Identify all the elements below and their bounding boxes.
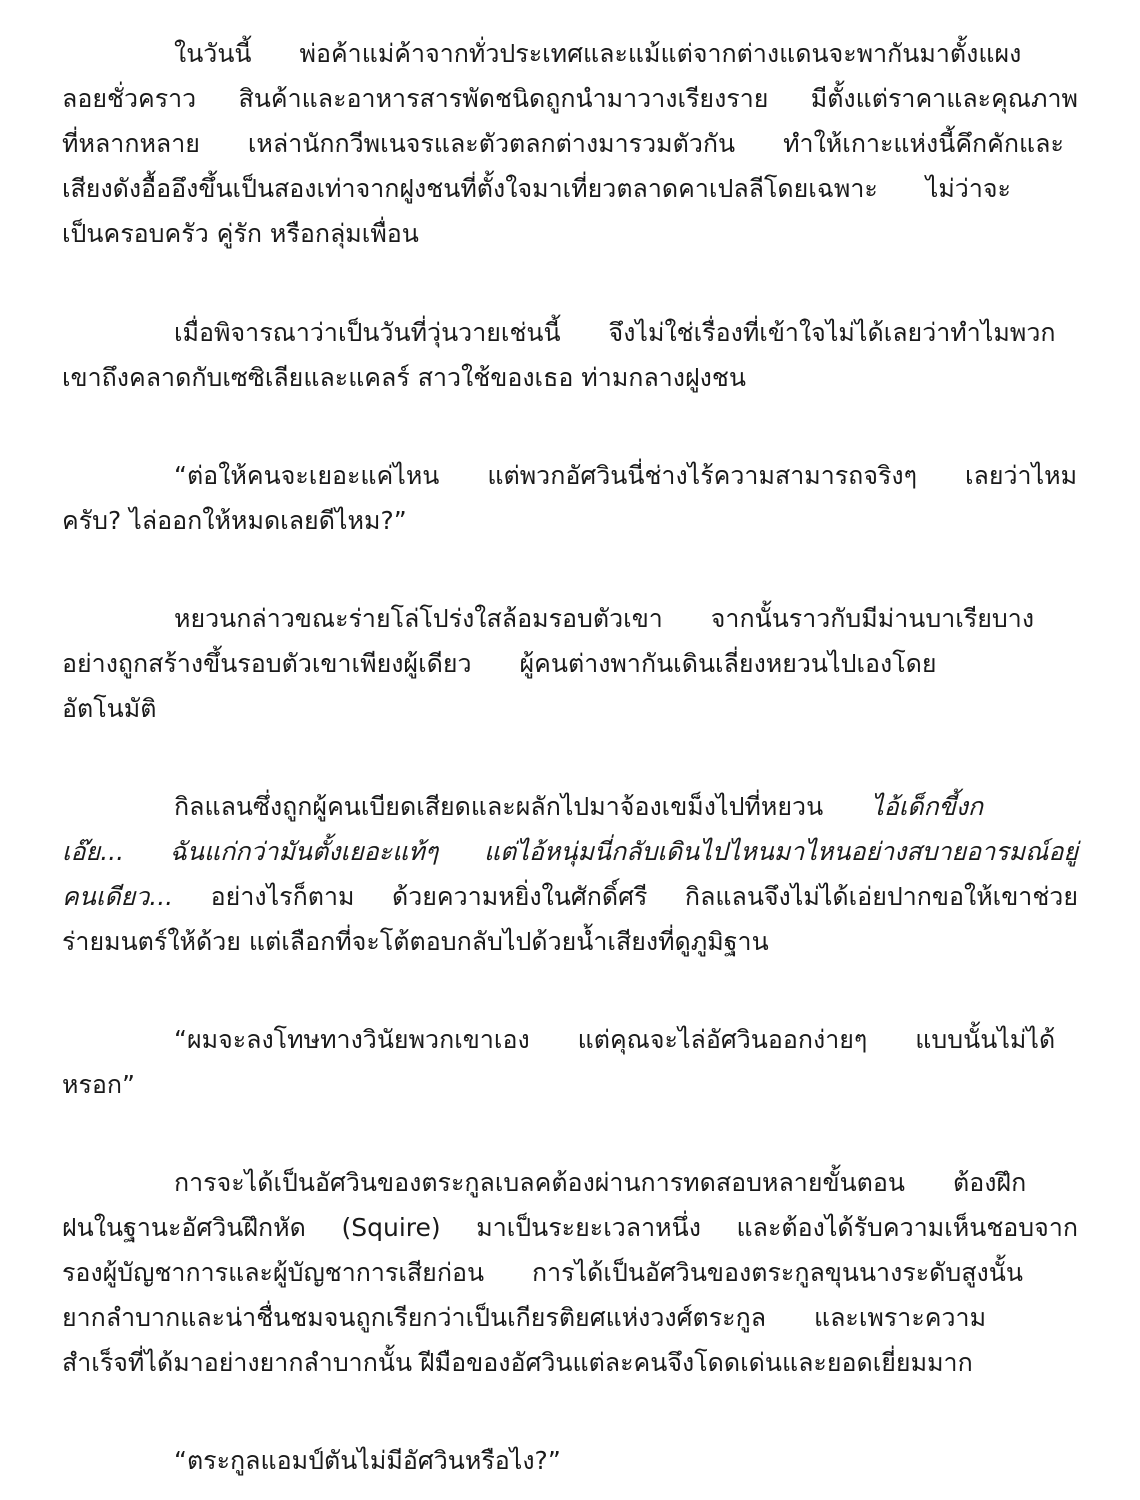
text-line — [62, 1305, 986, 1330]
text-line — [62, 131, 1064, 156]
text-line — [174, 1170, 1026, 1195]
text-run: สำเร็จที่ได้มาอย่างยากลำบากนั้น ฝีมือของอัศวินแต่ละคนจึงโดดเด่นและยอดเยี่ยมมาก — [62, 1348, 973, 1377]
italic-text: คนเดียว... — [62, 882, 174, 911]
text-line — [174, 606, 1034, 631]
text-line — [62, 365, 746, 390]
text-run: ร่ายมนตร์ให้ด้วย แต่เลือกที่จะโต้ตอบกลับไปด้วยน้ำเสียงที่ดูภูมิฐาน — [62, 927, 769, 956]
text-line — [62, 839, 1078, 864]
text-line — [174, 320, 1056, 345]
text-run: ฝนในฐานะอัศวินฝึกหัด (Squire) มาเป็นระยะเวลาหนึ่ง และต้องได้รับความเห็นชอบจาก — [62, 1213, 1078, 1242]
text-run: “ตระกูลแอมป์ตันไม่มีอัศวินหรือไง?” — [174, 1446, 561, 1475]
text-line — [62, 1260, 1023, 1285]
text-run: “ต่อให้คนจะเยอะแค่ไหน แต่พวกอัศวินนี่ช่างไร้ความสามารถจริงๆ เลยว่าไหม — [174, 461, 1078, 490]
text-line — [62, 1215, 1078, 1240]
text-line — [62, 696, 156, 721]
italic-text: ไอ้เด็กขี้งก — [871, 792, 984, 821]
text-line — [174, 41, 1021, 66]
text-line — [62, 1350, 973, 1375]
text-line — [62, 1072, 135, 1097]
text-run: อย่างไรก็ตาม ด้วยความหยิ่งในศักดิ์ศรี กิลแลนจึงไม่ได้เอ่ยปากขอให้เขาช่วย — [173, 882, 1078, 911]
text-run: อย่างถูกสร้างขึ้นรอบตัวเขาเพียงผู้เดียว ผู้คนต่างพากันเดินเลี่ยงหยวนไปเองโดย — [62, 649, 937, 678]
text-run: หยวนกล่าวขณะร่ายโล่โปร่งใสล้อมรอบตัวเขา จากนั้นราวกับมีม่านบาเรียบาง — [174, 604, 1035, 633]
text-run: เขาถึงคลาดกับเซซิเลียและแคลร์ สาวใช้ของเธอ ท่ามกลางฝูงชน — [62, 363, 746, 392]
italic-text: เอ๊ย... ฉันแก่กว่ามันตั้งเยอะแท้ๆ แต่ไอ้หนุ่มนี่กลับเดินไปไหนมาไหนอย่างสบายอารมณ์อยู่ — [62, 837, 1078, 866]
text-line — [62, 508, 407, 533]
text-run: เสียงดังอื้ออึงขึ้นเป็นสองเท่าจากฝูงชนที่ตั้งใจมาเที่ยวตลาดคาเปลลีโดยเฉพาะ ไม่ว่าจะ — [62, 174, 1011, 203]
text-run: “ผมจะลงโทษทางวินัยพวกเขาเอง แต่คุณจะไล่อัศวินออกง่ายๆ แบบนั้นไม่ได้ — [174, 1025, 1056, 1054]
text-line — [62, 651, 937, 676]
text-run: หรอก” — [62, 1070, 136, 1099]
text-line — [174, 463, 1077, 488]
text-run: การจะได้เป็นอัศวินของตระกูลเบลคต้องผ่านการทดสอบหลายขั้นตอน ต้องฝึก — [174, 1168, 1027, 1197]
text-run: ยากลำบากและน่าชื่นชมจนถูกเรียกว่าเป็นเกียรติยศแห่งวงศ์ตระกูล และเพราะความ — [62, 1303, 987, 1332]
text-run: กิลแลนซึ่งถูกผู้คนเบียดเสียดและผลักไปมาจ้องเขม็งไปที่หยวน — [174, 792, 872, 821]
text-line — [174, 794, 983, 819]
text-line — [62, 221, 419, 246]
text-line — [174, 1027, 1055, 1052]
text-line — [62, 884, 1078, 909]
text-run: ลอยชั่วคราว สินค้าและอาหารสารพัดชนิดถูกนำมาวางเรียงราย มีตั้งแต่ราคาและคุณภาพ — [62, 84, 1078, 113]
text-run: เป็นครอบครัว คู่รัก หรือกลุ่มเพื่อน — [62, 219, 419, 248]
text-run: อัตโนมัติ — [62, 694, 157, 723]
text-run: ในวันนี้ พ่อค้าแม่ค้าจากทั่วประเทศและแม้แต่จากต่างแดนจะพากันมาตั้งแผง — [174, 39, 1022, 68]
text-line — [62, 86, 1078, 111]
text-line — [174, 1448, 561, 1473]
text-run: รองผู้บัญชาการและผู้บัญชาการเสียก่อน การได้เป็นอัศวินของตระกูลขุนนางระดับสูงนั้น — [62, 1258, 1023, 1287]
text-run: เมื่อพิจารณาว่าเป็นวันที่วุ่นวายเช่นนี้ จึงไม่ใช่เรื่องที่เข้าใจไม่ได้เลยว่าทำไมพวก — [174, 318, 1056, 347]
text-run: ที่หลากหลาย เหล่านักกวีพเนจรและตัวตลกต่างมารวมตัวกัน ทำให้เกาะแห่งนี้คึกคักและ — [62, 129, 1064, 158]
text-run: ครับ? ไล่ออกให้หมดเลยดีไหม?” — [62, 506, 407, 535]
text-line — [62, 929, 769, 954]
text-line — [62, 176, 1011, 201]
